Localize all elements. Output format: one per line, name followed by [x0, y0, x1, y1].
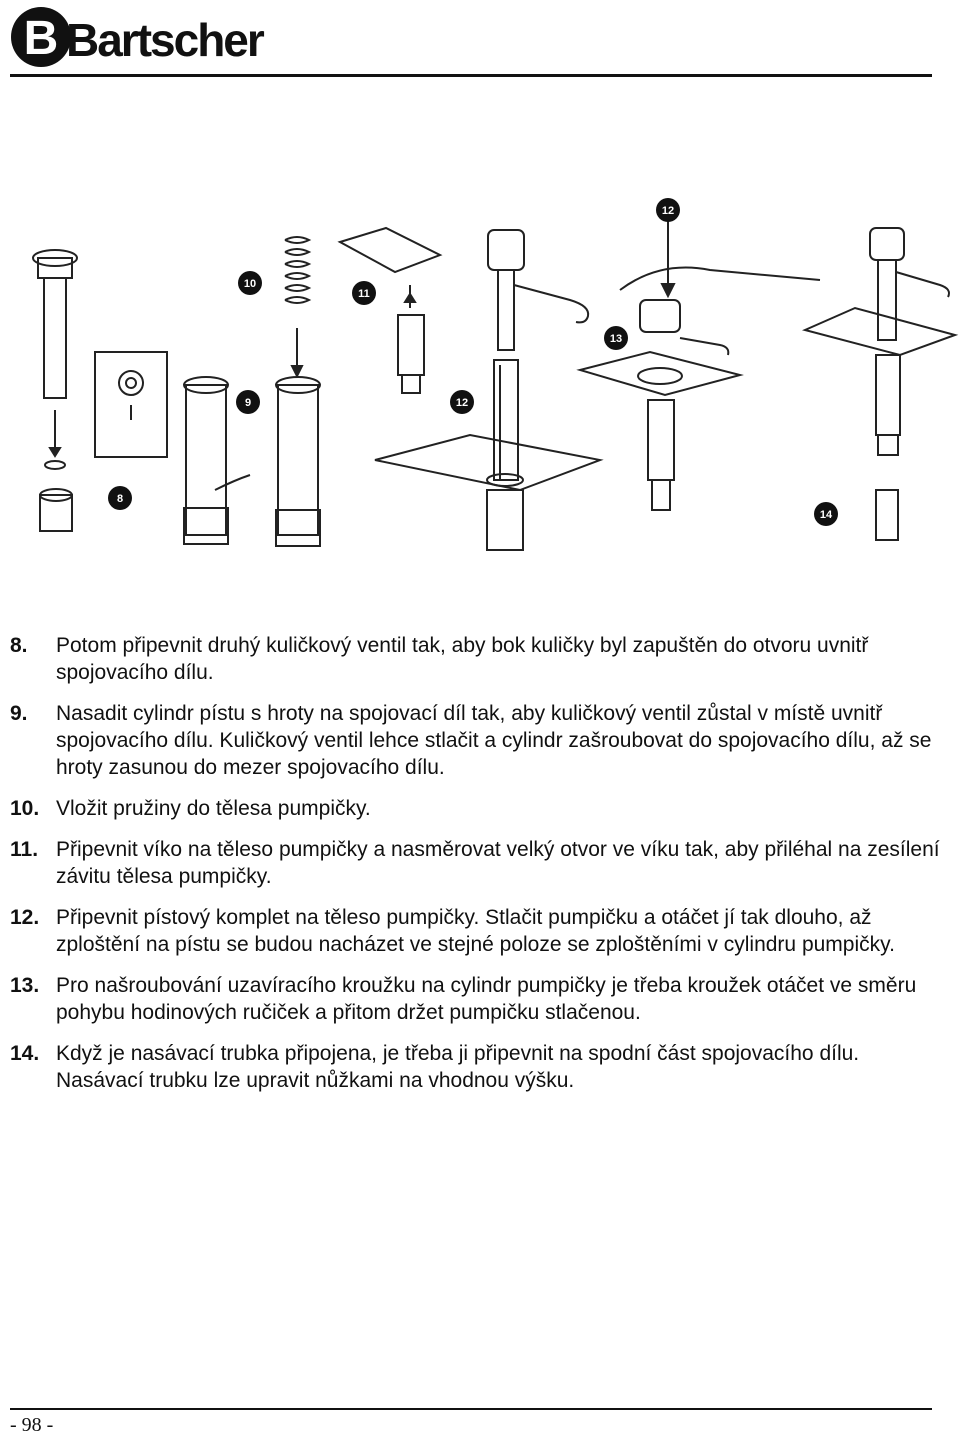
- cylinder-part-1: [33, 250, 77, 531]
- instruction-steps: [10, 632, 950, 1108]
- step-item: [10, 836, 950, 890]
- piston-assembly: [375, 230, 600, 550]
- step-text: Připevnit víko na těleso pumpičky a nasměrovat velký otvor ve víku tak, aby přiléhal na zesílení závitu tělesa pumpičky.: [56, 838, 940, 888]
- svg-text:10: 10: [243, 278, 257, 290]
- step-number: 13.: [10, 974, 40, 997]
- step-text: Nasadit cylindr pístu s hroty na spojovací díl tak, aby kuličkový ventil zůstal v místě uvnitř spojovacího dílu. Kuličkový ventil lehce stlačit a cylindr zašroubovat do spojovacího dílu, až se hroty zasunou do mezer spojovacího dílu.: [56, 702, 932, 779]
- step-text: Potom připevnit druhý kuličkový ventil tak, aby bok kuličky byl zapuštěn do otvoru uvnitř spojovacího dílu.: [56, 634, 869, 684]
- step-text: Pro našroubování uzavíracího kroužku na cylindr pumpičky je třeba kroužek otáčet ve směru pohybu hodinových ručiček a přitom držet pumpičku stlačenou.: [56, 974, 917, 1024]
- cylinder-part-3: [276, 237, 320, 546]
- step-number: 10.: [10, 797, 40, 820]
- svg-text:12: 12: [661, 205, 675, 217]
- step-text: Připevnit pístový komplet na těleso pumpičky. Stlačit pumpičku a otáčet jí tak dlouho, až zploštění na pístu se budou nacházet ve stejné poloze se zploštěními v cylindru pumpičky.: [56, 906, 895, 956]
- step-number: 11.: [10, 838, 39, 861]
- step-number: 14.: [10, 1042, 40, 1065]
- assembly-illustration: [0, 190, 960, 570]
- page-number: - 98 -: [10, 1414, 54, 1436]
- hand-press: [580, 268, 820, 511]
- final-assembly: [805, 228, 955, 540]
- svg-text:11: 11: [358, 288, 370, 300]
- svg-text:12: 12: [455, 397, 469, 409]
- step-item: [10, 700, 950, 781]
- cap-plate: [340, 228, 440, 393]
- step-item: [10, 904, 950, 958]
- footer-rule: [10, 1408, 932, 1410]
- callout-badges: [108, 198, 838, 526]
- header-rule: [10, 74, 932, 77]
- detail-box: [95, 352, 167, 457]
- step-item: [10, 1040, 950, 1094]
- bartscher-logo: [8, 4, 263, 70]
- step-number: 9.: [10, 702, 28, 725]
- step-number: 12.: [10, 906, 40, 929]
- step-item: [10, 632, 950, 686]
- svg-text:14: 14: [819, 509, 833, 521]
- svg-text:B: B: [23, 12, 59, 65]
- svg-text:8: 8: [116, 493, 124, 505]
- svg-text:13: 13: [609, 333, 623, 345]
- step-item: [10, 795, 950, 822]
- step-item: [10, 972, 950, 1026]
- step-number: 8.: [10, 634, 28, 657]
- step-text: Vložit pružiny do tělesa pumpičky.: [56, 797, 371, 820]
- svg-text:9: 9: [244, 397, 252, 409]
- step-text: Když je nasávací trubka připojena, je třeba ji připevnit na spodní část spojovacího dílu. Nasávací trubku lze upravit nůžkami na vhodnou výšku.: [56, 1042, 860, 1092]
- svg-text:Bartscher: Bartscher: [66, 14, 263, 66]
